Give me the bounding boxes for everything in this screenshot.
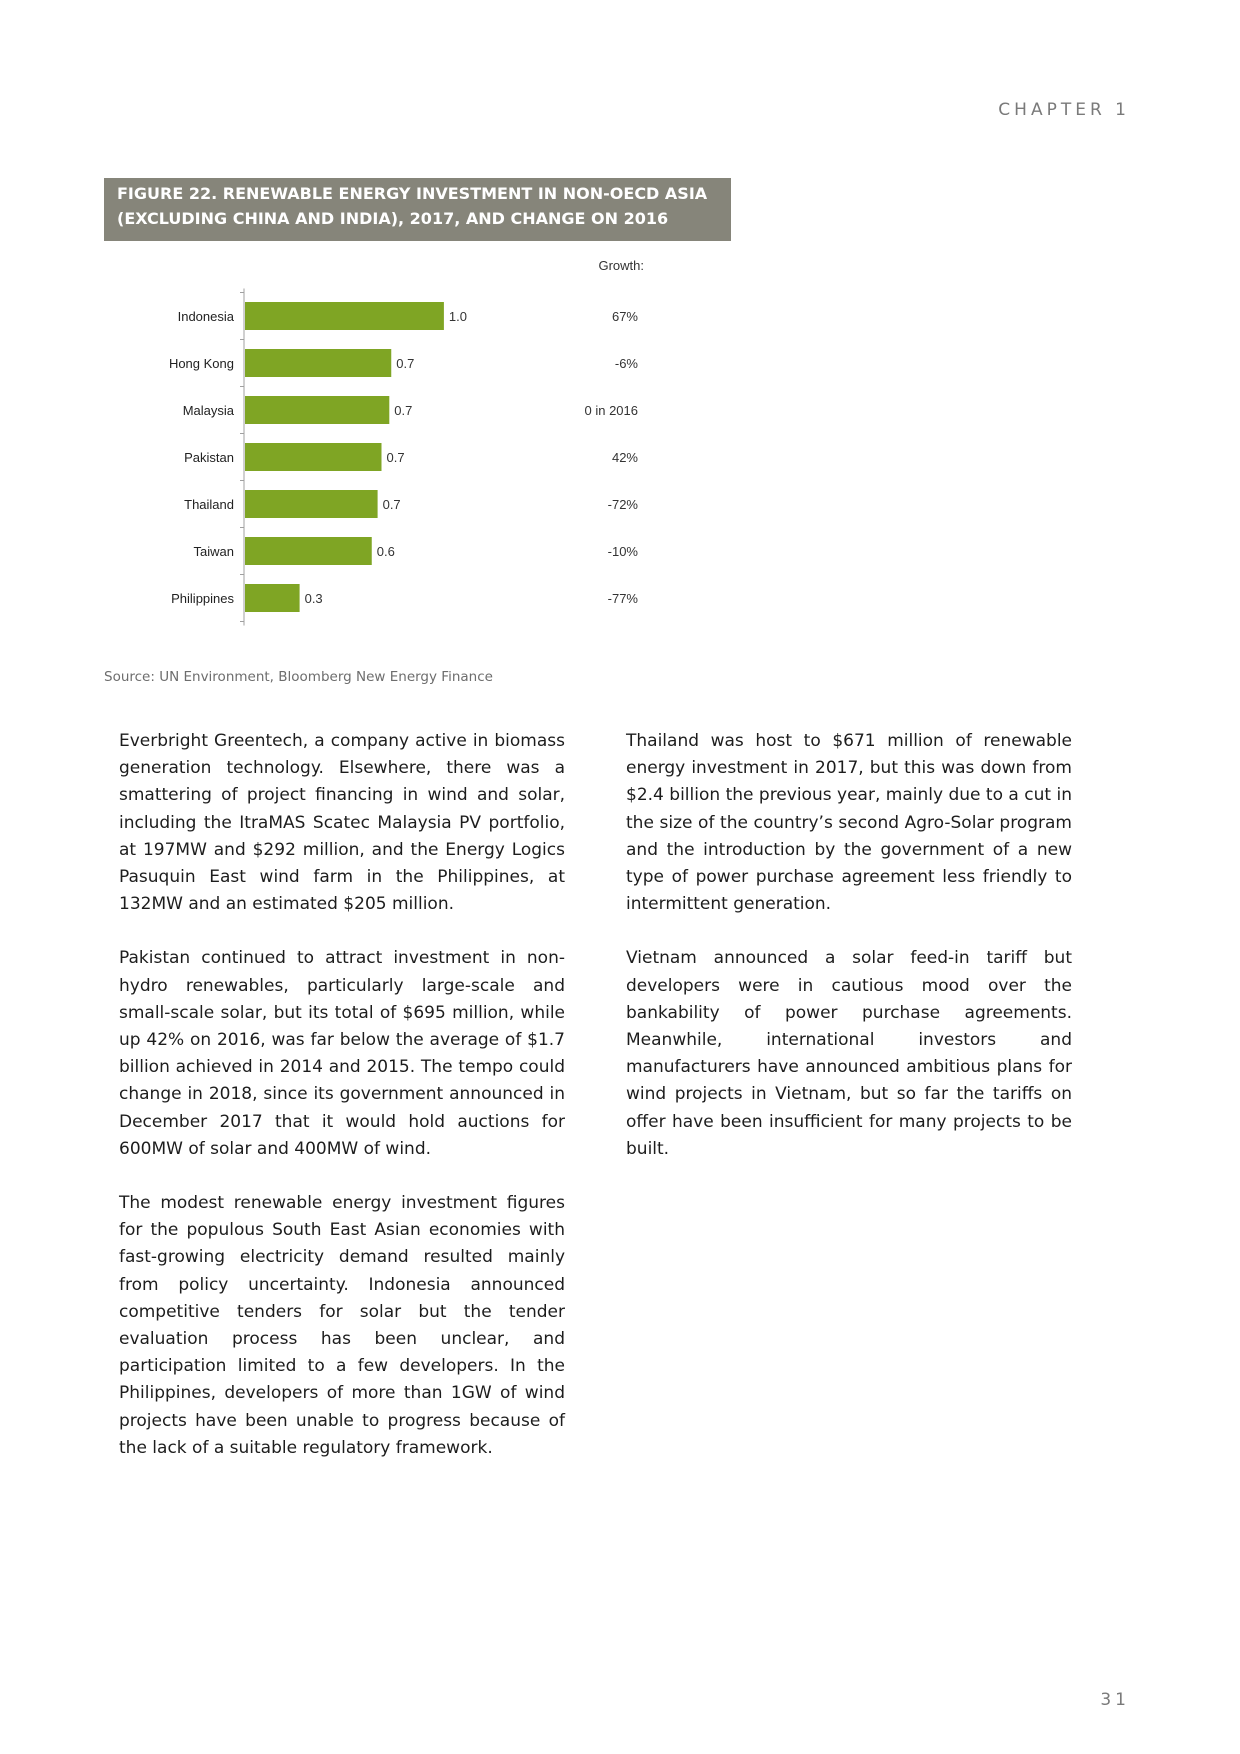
category-label: Pakistan	[184, 450, 234, 465]
bar	[245, 537, 372, 565]
bar	[245, 396, 389, 424]
right-column	[626, 728, 1072, 1190]
bar-value-label: 0.7	[396, 356, 415, 371]
growth-value: 42%	[611, 450, 638, 465]
category-label: Taiwan	[193, 544, 234, 559]
paragraph: Pakistan continued to attract investment in non-hydro renewables, particularly large-scale and small-scale solar, but its total of $695 million, while up 42% on 2016, was far below the average of $1.7 billion achieved in 2014 and 2015. The tempo could change in 2018, since its government announced in December 2017 that it would hold auctions for 600MW of solar and 400MW of wind.	[119, 948, 565, 1159]
bar	[245, 584, 300, 612]
bar-value-label: 1.0	[448, 309, 467, 324]
bar-value-label: 0.6	[376, 544, 395, 559]
left-column	[119, 728, 565, 1489]
bar	[245, 302, 444, 330]
paragraph: Everbright Greentech, a company active in biomass generation technology. Elsewhere, there was a smattering of project financing in wind and solar, including the ItraMAS Scatec Malaysia PV portfolio, at 197MW and $292 million, and the Energy Logics Pasuquin East wind farm in the Philippines, at 132MW and an estimated $205 million.	[119, 731, 565, 915]
paragraph: Vietnam announced a solar feed-in tariff but developers were in cautious mood over the bankability of power purchase agreements. Meanwhile, international investors and manufacturers have announced ambitious plans for wind projects in Vietnam, but so far the tariffs on offer have been insufficient for many projects to be built.	[626, 948, 1072, 1159]
growth-value: 0 in 2016	[584, 403, 638, 418]
paragraph: Thailand was host to $671 million of renewable energy investment in 2017, but this was down from $2.4 billion the previous year, mainly due to a cut in the size of the country’s second Agro-Solar program and the introduction by the government of a new type of power purchase agreement less friendly to intermittent generation.	[626, 731, 1072, 915]
category-label: Indonesia	[177, 309, 234, 324]
bar-value-label: 0.7	[394, 403, 413, 418]
category-label: Hong Kong	[168, 356, 234, 371]
growth-value: 67%	[611, 309, 638, 324]
category-label: Malaysia	[182, 403, 234, 418]
figure-title	[104, 178, 731, 241]
category-label: Philippines	[171, 591, 234, 606]
bar	[245, 490, 378, 518]
page-number: 31	[1100, 1690, 1130, 1710]
figure-title-line-2: (EXCLUDING CHINA AND INDIA), 2017, AND CHANGE ON 2016	[117, 209, 669, 228]
growth-value: -10%	[607, 544, 638, 559]
paragraph: The modest renewable energy investment figures for the populous South East Asian economies with fast-growing electricity demand resulted mainly from policy uncertainty. Indonesia announced competitive tenders for solar but the tender evaluation process has been unclear, and participation limited to a few developers. In the Philippines, developers of more than 1GW of wind projects have been unable to progress because of the lack of a suitable regulatory framework.	[119, 1193, 565, 1458]
bar-value-label: 0.7	[386, 450, 405, 465]
growth-value: -72%	[607, 497, 638, 512]
investment-bar-chart	[104, 250, 704, 630]
category-label: Thailand	[184, 497, 234, 512]
chapter-label: CHAPTER 1	[998, 100, 1130, 120]
figure-source: Source: UN Environment, Bloomberg New Energy Finance	[104, 669, 493, 685]
bar	[245, 443, 382, 471]
bar	[245, 349, 391, 377]
growth-value: -77%	[607, 591, 638, 606]
bar-value-label: 0.3	[304, 591, 323, 606]
figure-title-line-1: FIGURE 22. RENEWABLE ENERGY INVESTMENT IN NON-OECD ASIA	[117, 184, 708, 203]
growth-header: Growth:	[598, 258, 644, 273]
growth-value: -6%	[614, 356, 638, 371]
bar-value-label: 0.7	[382, 497, 401, 512]
